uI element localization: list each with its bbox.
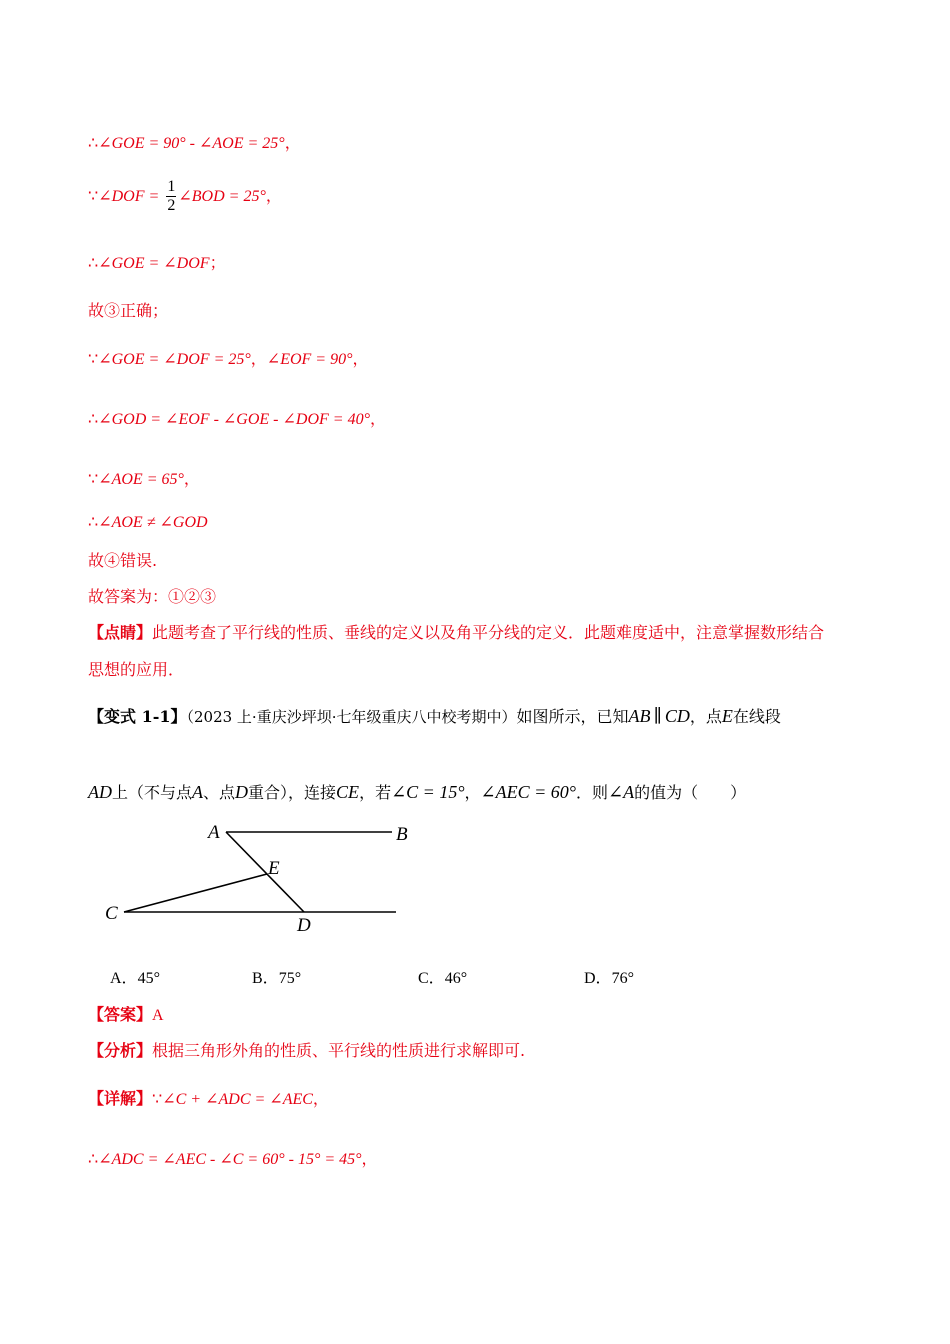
segment-ab: AB [628, 706, 651, 726]
option-letter: A． [110, 970, 138, 987]
math-expression: ∠GOD = ∠EOF - ∠GOE - ∠DOF = 40° [98, 411, 370, 428]
line-ad [226, 832, 304, 912]
segment-ce: CE [336, 782, 360, 802]
comment-text: 此题考查了平行线的性质、垂线的定义以及角平分线的定义．此题难度适中，注意掌握数形结合 [152, 623, 825, 642]
option-d[interactable] [584, 965, 634, 988]
math-expression: ∠AOE = 65° [98, 471, 184, 488]
angle-c: ∠C = 15° [391, 782, 465, 802]
problem-text: 重合），连接 [248, 783, 337, 802]
problem-line-2 [88, 780, 746, 803]
punctuation: ， [265, 186, 282, 205]
option-value: 76° [611, 970, 634, 987]
because-symbol: ∵ [88, 349, 99, 368]
line-ce [124, 874, 267, 912]
problem-text: ， [464, 783, 481, 802]
because-symbol: ∵ [152, 1089, 163, 1108]
problem-text: ，点 [689, 707, 722, 726]
math-expression: ∠GOE = ∠DOF = 25° [98, 351, 251, 368]
punctuation: ， [352, 349, 369, 368]
angle-a: ∠A [607, 782, 635, 802]
solution-line-8 [88, 512, 208, 532]
point-d: D [235, 782, 249, 802]
label-d: D [297, 915, 311, 936]
option-value: 75° [278, 970, 302, 987]
solution-line-2 [88, 178, 282, 215]
punctuation: ； [209, 253, 226, 272]
segment-cd: CD [664, 706, 690, 726]
answer-tag: 【答案】 [88, 1005, 153, 1024]
punctuation: ， [183, 469, 200, 488]
point-e: E [721, 706, 733, 726]
math-expression: ∠C + ∠ADC = ∠AEC [162, 1091, 313, 1108]
label-a: A [208, 822, 220, 843]
solution-line-7 [88, 466, 200, 489]
point-a: A [192, 782, 204, 802]
math-expression: ∠DOF = [98, 188, 160, 205]
problem-line-1 [88, 704, 781, 727]
math-expression: ∠GOE = ∠DOF [98, 255, 210, 272]
analysis-line [88, 1038, 525, 1061]
problem-text: 、点 [203, 783, 236, 802]
comment-line [88, 620, 824, 643]
problem-tag: 【变式 1-1】 [88, 707, 187, 726]
math-expression: ∠AOE ≠ ∠GOD [98, 514, 208, 531]
answer-value: A [152, 1007, 164, 1024]
option-letter: D． [584, 970, 612, 987]
solution-line-3 [88, 250, 226, 273]
problem-text: ，若 [359, 783, 392, 802]
problem-text: 如图所示，已知 [516, 707, 629, 726]
because-symbol: ∵ [88, 186, 99, 205]
punctuation: ， [370, 409, 387, 428]
therefore-symbol: ∴ [88, 1149, 99, 1168]
option-letter: B． [252, 970, 279, 987]
punctuation: ， [361, 1149, 378, 1168]
problem-text: 上（不与点 [112, 783, 193, 802]
fraction-numerator: 1 [167, 178, 176, 195]
therefore-symbol: ∴ [88, 253, 99, 272]
option-value: 46° [444, 970, 468, 987]
answer-line [88, 1002, 164, 1025]
problem-source: （2023 上·重庆沙坪坝·七年级重庆八中校考期中） [186, 708, 517, 726]
solution-line-9: 故④错误. [88, 551, 158, 570]
solution-line-5 [88, 346, 369, 369]
problem-text: ．则 [575, 783, 608, 802]
detail-tag: 【详解】 [88, 1089, 153, 1108]
solution-line-6 [88, 406, 386, 429]
label-e: E [268, 858, 280, 879]
angle-aec: ∠AEC = 60° [480, 782, 576, 802]
geometry-figure [100, 818, 420, 938]
math-expression: ∠GOE = 90° - ∠AOE = 25° [98, 135, 285, 152]
analysis-text: 根据三角形外角的性质、平行线的性质进行求解即可. [152, 1041, 526, 1060]
label-b: B [396, 824, 408, 845]
fraction-denominator: 2 [167, 197, 176, 214]
therefore-symbol: ∴ [88, 512, 99, 531]
therefore-symbol: ∴ [88, 409, 99, 428]
detail-line [88, 1086, 329, 1109]
problem-text: 在线段 [732, 707, 781, 726]
option-value: 45° [137, 970, 160, 987]
option-letter: C． [418, 970, 445, 987]
option-c[interactable] [418, 965, 467, 988]
math-expression: ∠ADC = ∠AEC - ∠C = 60° - 15° = 45° [98, 1151, 362, 1168]
comment-tag: 【点睛】 [88, 623, 153, 642]
parallel-symbol: ∥ [653, 706, 662, 726]
final-answer-line: 故答案为：①②③ [88, 587, 217, 606]
label-c: C [105, 903, 118, 924]
solution-line-1 [88, 130, 301, 153]
math-expression: ∠BOD = 25° [178, 188, 266, 205]
punctuation: ， [312, 1089, 329, 1108]
therefore-symbol: ∴ [88, 133, 99, 152]
option-b[interactable] [252, 965, 301, 988]
punctuation: ， [284, 133, 301, 152]
math-expression: ∠EOF = 90° [266, 351, 353, 368]
problem-text: 的值为（ ） [634, 783, 747, 802]
solution-line-4: 故③正确； [88, 301, 169, 320]
analysis-tag: 【分析】 [88, 1041, 153, 1060]
segment-ad: AD [88, 782, 112, 802]
fraction-one-half [166, 178, 176, 215]
detail-line-2 [88, 1146, 378, 1169]
comment-line-2: 思想的应用． [88, 660, 185, 679]
option-a[interactable] [110, 965, 160, 988]
because-symbol: ∵ [88, 469, 99, 488]
punctuation: ， [250, 349, 267, 368]
